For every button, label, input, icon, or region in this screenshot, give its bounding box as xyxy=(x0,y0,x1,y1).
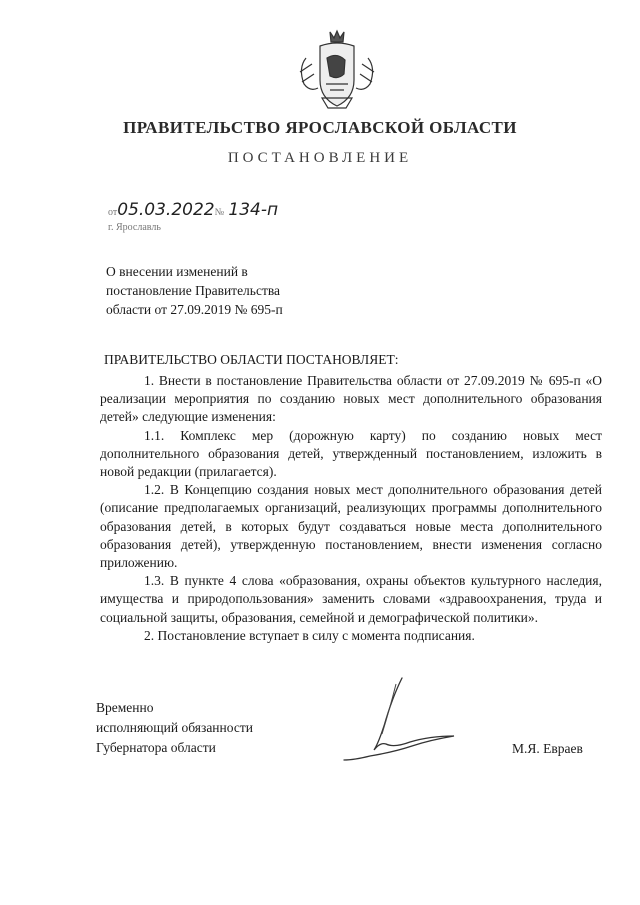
position-line: Губернатора области xyxy=(96,740,216,755)
subject-line: постановление Правительства xyxy=(106,283,281,298)
paragraph: 2. Постановление вступает в силу с момента подписания. xyxy=(144,627,475,643)
decree-heading: ПРАВИТЕЛЬСТВО ОБЛАСТИ ПОСТАНОВЛЯЕТ: xyxy=(104,352,399,367)
date-prefix: от xyxy=(108,207,118,218)
handwritten-signature xyxy=(334,668,484,788)
paragraph: 1.1. Комплекс мер (дорожную карту) по созданию новых мест дополнительного образования детей, утвержденный постановлением, изложить в новой редакции (прилагается). xyxy=(100,427,602,480)
city: г. Ярославль xyxy=(108,222,161,233)
signer-name: М.Я. Евраев xyxy=(512,741,583,756)
decree-number: 134-п xyxy=(228,200,279,220)
position-line: Временно xyxy=(96,700,154,715)
paragraph: 1. Внести в постановление Правительства области от 27.09.2019 № 695-п «О реализации мероприятия по созданию новых мест дополнительного образования детей» следующие изменения: xyxy=(100,373,602,425)
decree-subject xyxy=(106,262,283,319)
position-line: исполняющий обязанности xyxy=(96,720,253,735)
document-type: ПОСТАНОВЛЕНИЕ xyxy=(227,150,413,166)
paragraph: 1.3. В пункте 4 слова «образования, охраны объектов культурного наследия, имущества и природопользования» заменить словами «здравоохранения, труда и социальной защиты, образования, семейной и демографической политики». xyxy=(100,573,602,625)
coat-of-arms-emblem xyxy=(292,28,382,112)
decree-body xyxy=(100,372,602,645)
subject-line: области от 27.09.2019 № 695-п xyxy=(106,302,283,317)
decree-date-line xyxy=(108,200,278,220)
government-name: ПРАВИТЕЛЬСТВО ЯРОСЛАВСКОЙ ОБЛАСТИ xyxy=(123,118,517,137)
signatory-position xyxy=(96,698,253,758)
paragraph: 1.2. В Концепцию создания новых мест дополнительного образования детей (описание предполагаемых организаций, реализующих программы дополнительного образования детей, в которых будут создаваться новые места дополнительного образования детей), утвержденную постановлением, внести изменения согласно приложению. xyxy=(100,482,602,571)
decree-date: 05.03.2022 xyxy=(117,200,215,220)
number-sign: № xyxy=(214,207,225,218)
subject-line: О внесении изменений в xyxy=(106,264,248,279)
